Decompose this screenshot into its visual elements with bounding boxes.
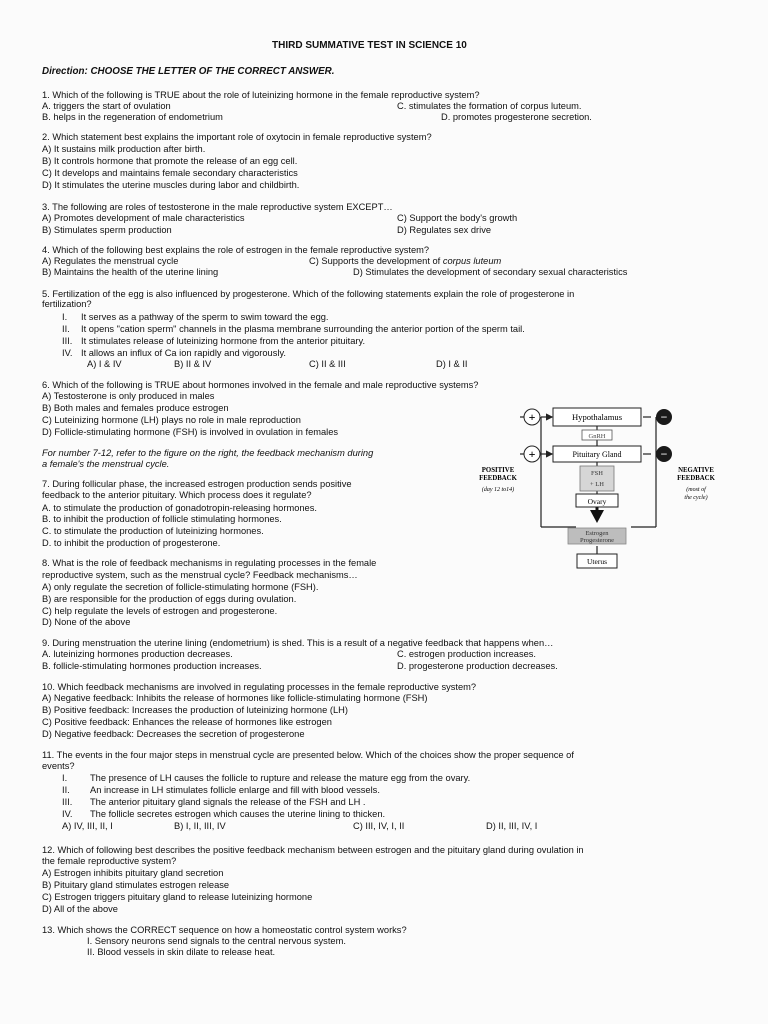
q7-stem-line1: 7. During follicular phase, the increased estrogen production sends positive bbox=[42, 479, 352, 489]
q2-stem: 2. Which statement best explains the important role of oxytocin in female reproductive system? bbox=[42, 132, 432, 142]
q13-item-1: I. Sensory neurons send signals to the central nervous system. bbox=[87, 936, 346, 946]
q8-choice-c: C) help regulate the levels of estrogen and progesterone. bbox=[42, 606, 278, 616]
q6-choice-c: C) Luteinizing hormone (LH) plays no role in male reproduction bbox=[42, 415, 301, 425]
q8-choice-b: B) are responsible for the production of eggs during ovulation. bbox=[42, 594, 297, 604]
q4-choice-b: B) Maintains the health of the uterine lining bbox=[42, 267, 219, 277]
q12-choice-b: B) Pituitary gland stimulates estrogen release bbox=[42, 880, 230, 890]
q1-choice-c: C. stimulates the formation of corpus luteum. bbox=[397, 101, 582, 111]
q7-choice-b: B. to inhibit the production of follicle stimulating hormones. bbox=[42, 514, 282, 524]
q11-item: The anterior pituitary gland signals the release of the FSH and LH . bbox=[90, 797, 366, 807]
q5-choice-b: B) II & IV bbox=[174, 359, 212, 369]
positive-feedback-title: FEEDBACK bbox=[479, 475, 517, 482]
q8-stem-line1: 8. What is the role of feedback mechanisms in regulating processes in the female bbox=[42, 558, 377, 568]
q11-item: The follicle secretes estrogen which causes the uterine lining to thicken. bbox=[90, 809, 386, 819]
q10-stem: 10. Which feedback mechanisms are involved in regulating processes in the female reproductive system? bbox=[42, 682, 477, 692]
q12-choice-c: C) Estrogen triggers pituitary gland to release luteinizing hormone bbox=[42, 892, 313, 902]
q9-stem: 9. During menstruation the uterine lining (endometrium) is shed. This is a result of a negative feedback that happens when… bbox=[42, 638, 554, 648]
q11-stem-line1: 11. The events in the four major steps in menstrual cycle are presented below. Which of the choices show the proper sequence of bbox=[42, 750, 574, 760]
q2-choice-a: A) It sustains milk production after birth. bbox=[42, 144, 206, 154]
q12-choice-a: A) Estrogen inhibits pituitary gland secretion bbox=[42, 868, 224, 878]
minus-icon: − bbox=[660, 410, 668, 424]
positive-feedback-loop bbox=[520, 417, 576, 527]
q4-choice-c-italic: corpus luteum bbox=[442, 256, 502, 266]
negative-feedback-title: FEEDBACK bbox=[677, 475, 715, 482]
negative-feedback-loop bbox=[631, 417, 656, 527]
q10-choice-c: C) Positive feedback: Enhances the release of hormones like estrogen bbox=[42, 717, 332, 727]
down-arrow-icon bbox=[590, 510, 604, 523]
q11-item-num: IV. bbox=[62, 809, 73, 819]
q2-choice-b: B) It controls hormone that promote the release of an egg cell. bbox=[42, 156, 298, 166]
q1-choice-d: D. promotes progesterone secretion. bbox=[441, 112, 592, 122]
page-title: THIRD SUMMATIVE TEST IN SCIENCE 10 bbox=[272, 40, 467, 51]
q9-choice-d: D. progesterone production decreases. bbox=[397, 661, 558, 671]
q3-choice-b: B) Stimulates sperm production bbox=[42, 225, 172, 235]
negative-feedback-title: NEGATIVE bbox=[678, 467, 714, 474]
q12-stem-line1: 12. Which of following best describes the positive feedback mechanism between estrogen and the pituitary gland during ovulation in bbox=[42, 845, 584, 855]
q8-choice-a: A) only regulate the secretion of follicle-stimulating hormone (FSH). bbox=[42, 582, 319, 592]
plus-icon: + bbox=[528, 410, 536, 424]
q4-choice-c-text: C) Supports the development of bbox=[309, 256, 443, 266]
q9-choice-b: B. follicle-stimulating hormones production increases. bbox=[42, 661, 262, 671]
q7-choice-d: D. to inhibit the production of progesterone. bbox=[42, 538, 221, 548]
hypothalamus-label: Hypothalamus bbox=[571, 412, 623, 422]
q5-item: It serves as a pathway of the sperm to swim toward the egg. bbox=[81, 312, 329, 322]
gnrh-label: GnRH bbox=[588, 433, 606, 440]
pituitary-gland-label: Pituitary Gland bbox=[572, 450, 622, 459]
q7-choice-c: C. to stimulate the production of luteinizing hormones. bbox=[42, 526, 264, 536]
negative-feedback-note: (most of bbox=[686, 487, 706, 493]
q2-choice-c: C) It develops and maintains female secondary characteristics bbox=[42, 168, 298, 178]
q5-item: It stimulates release of luteinizing hormone from the anterior pituitary. bbox=[81, 336, 366, 346]
q8-choice-d: D) None of the above bbox=[42, 617, 131, 627]
lh-label: + LH bbox=[590, 481, 604, 488]
minus-icon: − bbox=[660, 447, 668, 461]
positive-feedback-title: POSITIVE bbox=[481, 467, 515, 474]
q6-choice-b: B) Both males and females produce estrogen bbox=[42, 403, 229, 413]
q5-item-num: I. bbox=[62, 312, 68, 322]
q10-choice-d: D) Negative feedback: Decreases the secretion of progesterone bbox=[42, 729, 305, 739]
q5-item-num: III. bbox=[62, 336, 73, 346]
q3-choice-a: A) Promotes development of male characteristics bbox=[42, 213, 245, 223]
q5-choice-d: D) I & II bbox=[436, 359, 468, 369]
q13-stem: 13. Which shows the CORRECT sequence on how a homeostatic control system works? bbox=[42, 925, 407, 935]
q9-choice-a: A. luteinizing hormones production decreases. bbox=[42, 649, 233, 659]
q12-choice-d: D) All of the above bbox=[42, 904, 118, 914]
q11-item-num: I. bbox=[62, 773, 68, 783]
negative-feedback-note: the cycle) bbox=[684, 495, 708, 501]
q5-item: It opens "cation sperm" channels in the plasma membrane surrounding the anterior portion of the sperm tail. bbox=[81, 324, 525, 334]
progesterone-label: Progesterone bbox=[580, 537, 614, 544]
q11-item-num: III. bbox=[62, 797, 73, 807]
q4-choice-c bbox=[309, 256, 501, 267]
q1-choice-a: A. triggers the start of ovulation bbox=[42, 101, 171, 111]
figure-reference-line1: For number 7-12, refer to the figure on the right, the feedback mechanism during bbox=[42, 448, 374, 458]
q5-item-num: IV. bbox=[62, 348, 73, 358]
q4-choice-d: D) Stimulates the development of secondary sexual characteristics bbox=[353, 267, 628, 277]
q5-stem-line1: 5. Fertilization of the egg is also influenced by progesterone. Which of the following statements explain the role of progesterone in bbox=[42, 289, 575, 299]
q2-choice-d: D) It stimulates the uterine muscles during labor and childbirth. bbox=[42, 180, 300, 190]
q1-choice-b: B. helps in the regeneration of endometrium bbox=[42, 112, 223, 122]
q8-stem-line2: reproductive system, such as the menstrual cycle? Feedback mechanisms… bbox=[42, 570, 358, 580]
q3-choice-d: D) Regulates sex drive bbox=[397, 225, 492, 235]
q5-item-num: II. bbox=[62, 324, 70, 334]
q5-item: It allows an influx of Ca ion rapidly and vigorously. bbox=[81, 348, 286, 358]
direction: Direction: CHOOSE THE LETTER OF THE CORRECT ANSWER. bbox=[42, 66, 335, 77]
q7-choice-a: A. to stimulate the production of gonadotropin-releasing hormones. bbox=[42, 503, 317, 513]
positive-feedback-days: (day 12 to14) bbox=[481, 487, 515, 493]
uterus-label: Uterus bbox=[587, 557, 607, 566]
q11-item: The presence of LH causes the follicle to rupture and release the mature egg from the ovary. bbox=[90, 773, 471, 783]
q5-stem-line2: fertilization? bbox=[42, 299, 92, 309]
plus-icon: + bbox=[528, 447, 536, 461]
q10-choice-b: B) Positive feedback: Increases the production of luteinizing hormone (LH) bbox=[42, 705, 348, 715]
q5-choice-a: A) I & IV bbox=[87, 359, 122, 369]
fsh-label: FSH bbox=[591, 470, 603, 477]
q7-stem-line2: feedback to the anterior pituitary. Which process does it regulate? bbox=[42, 490, 312, 500]
q6-choice-a: A) Testosterone is only produced in males bbox=[42, 391, 215, 401]
q11-choice-a: A) IV, III, II, I bbox=[62, 821, 113, 831]
ovary-label: Ovary bbox=[587, 497, 607, 506]
q6-stem: 6. Which of the following is TRUE about hormones involved in the female and male reproductive systems? bbox=[42, 380, 479, 390]
estrogen-label: Estrogen bbox=[585, 530, 609, 537]
q11-choice-c: C) III, IV, I, II bbox=[353, 821, 405, 831]
q10-choice-a: A) Negative feedback: Inhibits the release of hormones like follicle-stimulating hormone (FSH) bbox=[42, 693, 428, 703]
q4-choice-a: A) Regulates the menstrual cycle bbox=[42, 256, 179, 266]
q11-choice-d: D) II, III, IV, I bbox=[486, 821, 538, 831]
q11-item: An increase in LH stimulates follicle enlarge and fill with blood vessels. bbox=[90, 785, 380, 795]
q4-stem: 4. Which of the following best explains the role of estrogen in the female reproductive system? bbox=[42, 245, 430, 255]
q13-item-2: II. Blood vessels in skin dilate to release heat. bbox=[87, 947, 276, 957]
q11-stem-line2: events? bbox=[42, 761, 75, 771]
figure-reference-line2: a female's the menstrual cycle. bbox=[42, 459, 170, 469]
feedback-mechanism-diagram bbox=[466, 400, 740, 580]
q5-choice-c: C) II & III bbox=[309, 359, 346, 369]
q6-choice-d: D) Follicle-stimulating hormone (FSH) is involved in ovulation in females bbox=[42, 427, 339, 437]
q1-stem: 1. Which of the following is TRUE about the role of luteinizing hormone in the female reproductive system? bbox=[42, 90, 480, 100]
q11-item-num: II. bbox=[62, 785, 70, 795]
q11-choice-b: B) I, II, III, IV bbox=[174, 821, 226, 831]
q3-stem: 3. The following are roles of testosterone in the male reproductive system EXCEPT… bbox=[42, 202, 393, 212]
q12-stem-line2: the female reproductive system? bbox=[42, 856, 177, 866]
q3-choice-c: C) Support the body's growth bbox=[397, 213, 518, 223]
q9-choice-c: C. estrogen production increases. bbox=[397, 649, 537, 659]
